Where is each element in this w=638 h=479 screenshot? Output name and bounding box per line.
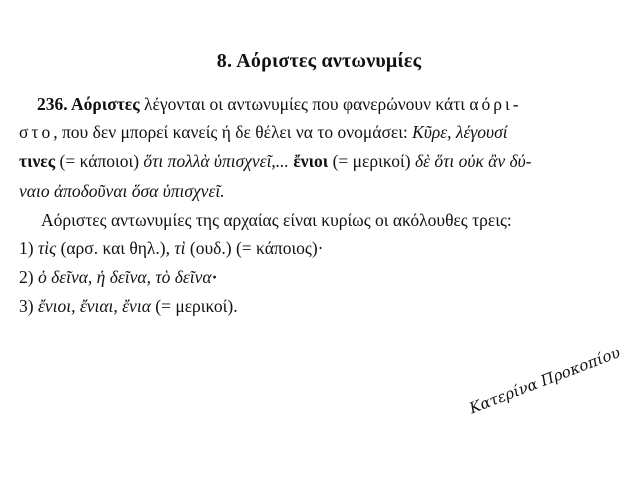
list-number: 2) xyxy=(19,267,38,287)
intro-sentence: Αόριστες αντωνυμίες της αρχαίας είναι κυρίως οι ακόλουθες τρεις: xyxy=(41,210,512,230)
definition-text: λέγονται οι αντωνυμίες που φανερώνουν κάτι xyxy=(139,94,470,114)
greek-example: Κῦρε, λέγουσί xyxy=(412,122,508,142)
text-line-5 xyxy=(41,209,512,231)
list-item-2 xyxy=(19,266,217,288)
list-number: 1) xyxy=(19,238,38,258)
greek-form: τὶ xyxy=(174,238,186,258)
gloss: (= κάποιοι) xyxy=(55,151,144,171)
handwritten-signature: Κατερίνα Προκοπίου xyxy=(466,343,623,418)
greek-example: ναιο ἀποδοῦναι ὅσα ὑπισχνεῖ. xyxy=(19,181,225,201)
greek-example: ὅτι πολλὰ ὑπισχνεῖ,... xyxy=(143,151,289,171)
spaced-term-end: στο xyxy=(19,122,54,142)
punctuation: · xyxy=(211,267,218,287)
text-line-4 xyxy=(19,180,225,202)
definition-text: , που δεν μπορεί κανείς ή δε θέλει να το ονομάσει: xyxy=(53,122,413,142)
greek-form: ὁ δεῖνα, ἡ δεῖνα, τὸ δεῖνα xyxy=(37,267,212,287)
list-number: 3) xyxy=(19,296,38,316)
gloss: (= μερικοί) xyxy=(328,151,415,171)
greek-term: τινες xyxy=(19,151,56,171)
text-line-2 xyxy=(19,121,508,143)
section-heading: 8. Αόριστες αντωνυμίες xyxy=(216,50,422,72)
greek-form: ἔνιοι, ἔνιαι, ἔνια xyxy=(37,296,151,316)
text-line-3 xyxy=(19,150,531,172)
greek-term: ἔνιοι xyxy=(288,151,329,171)
list-item-1 xyxy=(19,237,324,259)
gloss: (ουδ.) (= κάποιος)· xyxy=(185,238,324,258)
paragraph-number-term: 236. Αόριστες xyxy=(37,94,140,114)
spaced-term: αόρι- xyxy=(469,94,522,114)
gloss: (= μερικοί). xyxy=(150,296,238,316)
gloss: (αρσ. και θηλ.), xyxy=(56,238,175,258)
greek-example: δὲ ὅτι οὐκ ἂν δύ- xyxy=(414,151,532,171)
list-item-3 xyxy=(19,295,238,317)
greek-form: τὶς xyxy=(37,238,57,258)
text-line-1 xyxy=(37,93,522,115)
